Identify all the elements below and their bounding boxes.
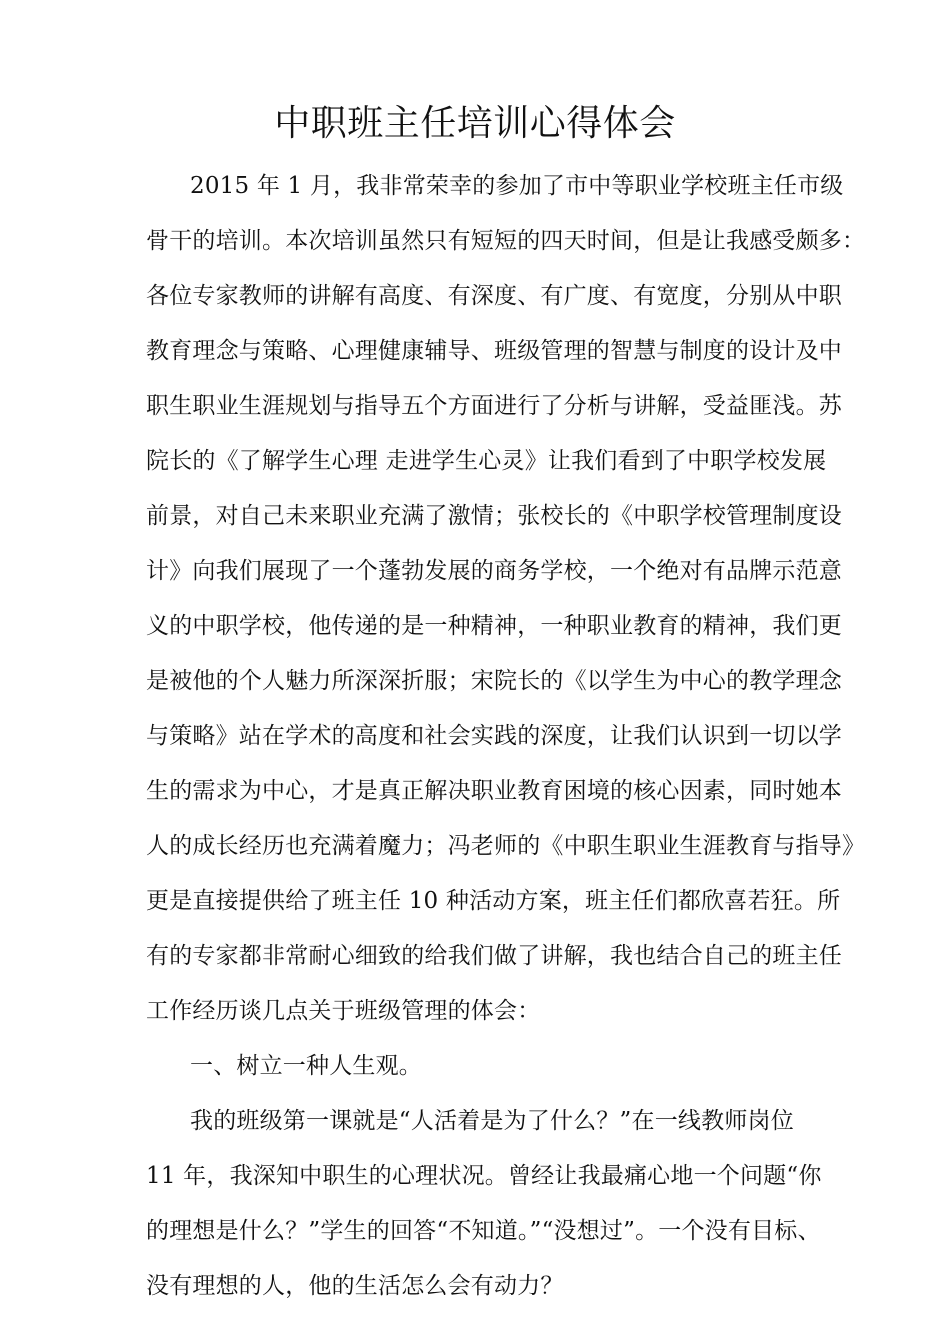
paragraph-line: 有的专家都非常耐心细致的给我们做了讲解，我也结合自己的班主任 [146,943,842,969]
paragraph-line: 生的需求为中心，才是真正解决职业教育困境的核心因素，同时她本 [146,778,842,804]
paragraph-line: 教育理念与策略、心理健康辅导、班级管理的智慧与制度的设计及中 [146,338,842,364]
paragraph-line: 职生职业生涯规划与指导五个方面进行了分析与讲解，受益匪浅。苏 [146,393,842,419]
paragraph-line: 11 年，我深知中职生的心理状况。曾经让我最痛心地一个问题“你 [146,1163,822,1189]
paragraph-line: 2015 年 1 月，我非常荣幸的参加了市中等职业学校班主任市级 [190,173,844,199]
paragraph-line: 我的班级第一课就是“人活着是为了什么？”在一线教师岗位 [190,1108,794,1134]
paragraph-line: 更是直接提供给了班主任 10 种活动方案，班主任们都欣喜若狂。所 [146,888,841,914]
paragraph-line: 是被他的个人魅力所深深折服；宋院长的《以学生为中心的教学理念 [146,668,842,694]
paragraph-line: 骨干的培训。本次培训虽然只有短短的四天时间，但是让我感受颇多： [146,228,866,254]
paragraph-line: 没有理想的人，他的生活怎么会有动力？ [146,1273,564,1299]
paragraph-line: 院长的《了解学生心理 走进学生心灵》让我们看到了中职学校发展 [146,448,827,474]
paragraph-line: 计》向我们展现了一个蓬勃发展的商务学校，一个绝对有品牌示范意 [146,558,842,584]
paragraph-line: 人的成长经历也充满着魔力；冯老师的《中职生职业生涯教育与指导》 [146,833,866,859]
section-heading: 一、树立一种人生观。 [190,1053,422,1079]
paragraph-line: 的理想是什么？”学生的回答“不知道。”“没想过”。一个没有目标、 [146,1218,821,1244]
paragraph-line: 与策略》站在学术的高度和社会实践的深度，让我们认识到一切以学 [146,723,842,749]
paragraph-line: 各位专家教师的讲解有高度、有深度、有广度、有宽度，分别从中职 [146,283,842,309]
paragraph-line: 义的中职学校，他传递的是一种精神，一种职业教育的精神，我们更 [146,613,842,639]
paragraph-line: 前景，对自己未来职业充满了激情；张校长的《中职学校管理制度设 [146,503,842,529]
paragraph-line: 工作经历谈几点关于班级管理的体会： [146,998,541,1024]
document-title: 中职班主任培训心得体会 [274,103,676,144]
